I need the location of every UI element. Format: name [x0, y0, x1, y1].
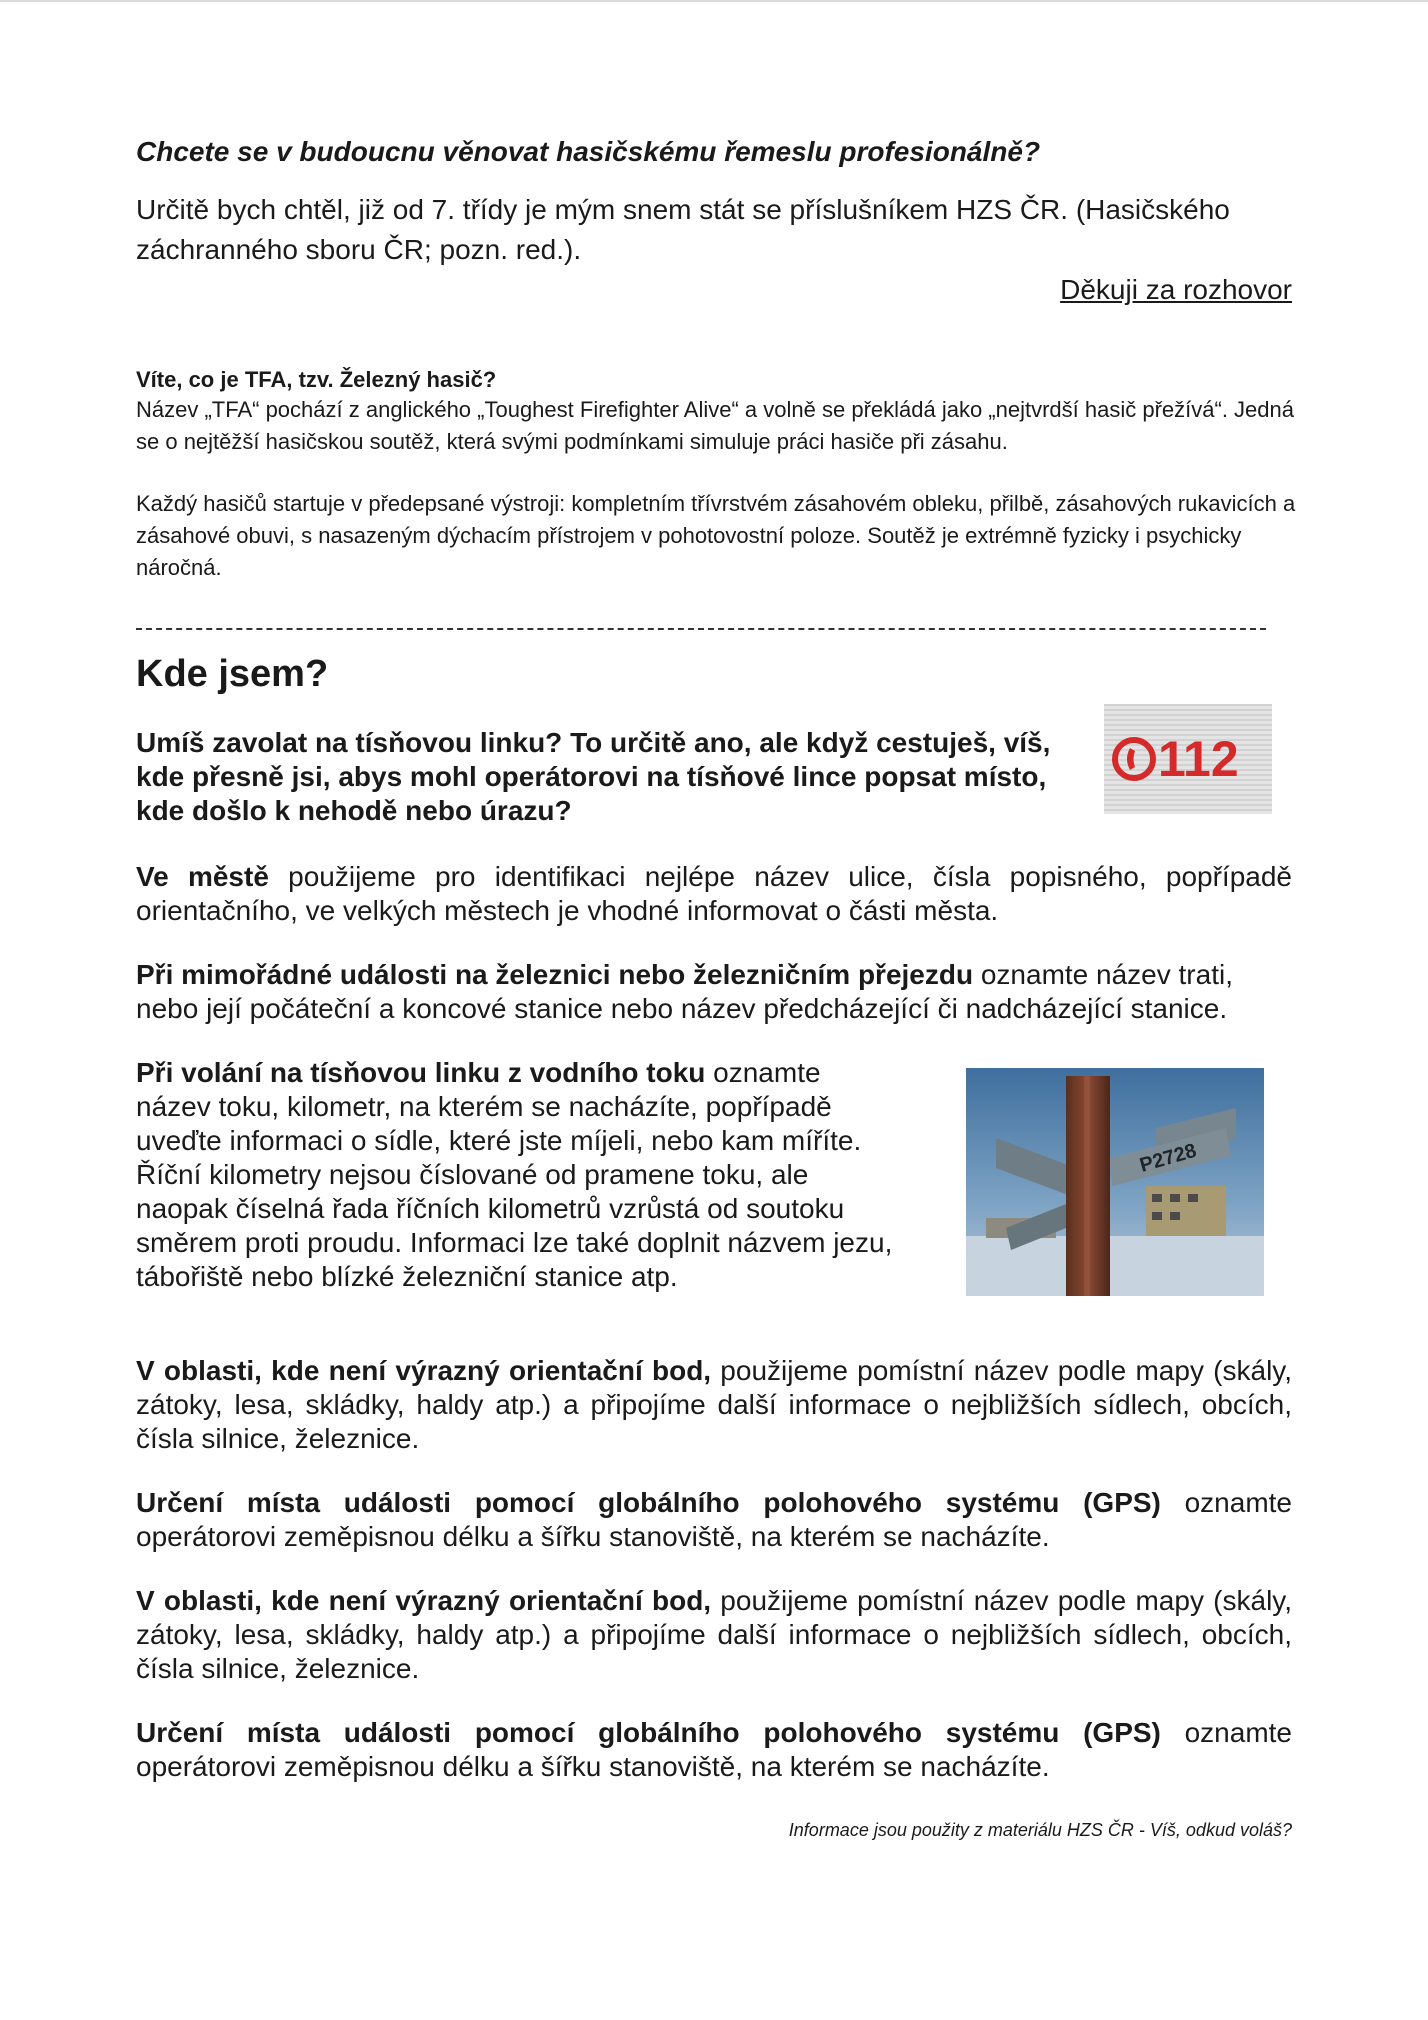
paragraph-voda-text: oznamte název toku, kilometr, na kterém se nacházíte, popřípadě uveďte informaci o sídle, které jste míjeli, nebo kam míříte. Říční kilometry nejsou číslované od pramene toku, ale naopak číselná řada říčních kilometrů vzrůstá od soutoku směrem proti proudu. Informaci lze také doplnit názvem jezu, tábořiště nebo blízké železniční stanice atp.: [136, 1057, 893, 1292]
paragraph-voda-bold: Při volání na tísňovou linku z vodního toku: [136, 1057, 706, 1088]
river-kilometer-post-photo: [966, 1068, 1264, 1296]
emergency-112-image: [1104, 704, 1272, 814]
paragraph-oblast-1-text: použijeme pomístní název podle mapy (skály, zátoky, lesa, skládky, haldy atp.) a připojíme další informace o nejbližších sídlech, obcích, čísla silnice, železnice.: [136, 1355, 1292, 1454]
tfa-paragraph-2: Každý hasičů startuje v předepsané výstroji: kompletním třívrstvém zásahovém obleku, přilbě, zásahových rukavicích a zásahové obuvi, s nasazeným dýchacím přístrojem v pohotovostní poloze. Soutěž je extrémně fyzicky i psychicky náročná.: [136, 491, 1296, 580]
paragraph-gps-2: [136, 1716, 1292, 1784]
paragraph-zeleznice-bold: Při mimořádné události na železnici nebo železničním přejezdu: [136, 959, 974, 990]
paragraph-gps-2-bold: Určení místa události pomocí globálního polohového systému (GPS): [136, 1717, 1161, 1748]
tfa-paragraph-1: Název „TFA“ pochází z anglického „Toughest Firefighter Alive“ a volně se překládá jako „nejtvrdší hasič přežívá“. Jedná se o nejtěžší hasičskou soutěž, která svými podmínkami simuluje práci hasiče při zásahu.: [136, 397, 1294, 454]
paragraph-oblast-2-text: použijeme pomístní název podle mapy (skály, zátoky, lesa, skládky, haldy atp.) a připojíme další informace o nejbližších sídlech, obcích, čísla silnice, železnice.: [136, 1585, 1292, 1684]
interview-thanks: Děkuji za rozhovor: [1060, 274, 1292, 305]
emergency-number: 112: [1158, 731, 1239, 787]
paragraph-voda: [136, 1056, 896, 1294]
paragraph-gps-1-bold: Určení místa události pomocí globálního polohového systému (GPS): [136, 1487, 1161, 1518]
paragraph-mesto-text: použijeme pro identifikaci nejlépe název ulice, čísla popisného, popřípadě orientačního, ve velkých městech je vhodné informovat o části města.: [136, 861, 1292, 926]
section-heading: Kde jsem?: [136, 653, 329, 695]
paragraph-oblast-2: [136, 1584, 1292, 1686]
phone-112-icon: [1104, 704, 1272, 814]
post-sign-text: P2728: [1137, 1139, 1199, 1177]
page-top-border: [0, 0, 1428, 2]
interview-question: Chcete se v budoucnu věnovat hasičskému řemeslu profesionálně?: [136, 136, 1041, 167]
source-credit: Informace jsou použity z materiálu HZS ČR - Víš, odkud voláš?: [788, 1820, 1292, 1840]
paragraph-oblast-1: [136, 1354, 1292, 1456]
paragraph-oblast-2-bold: V oblasti, kde není výrazný orientační bod,: [136, 1585, 712, 1616]
paragraph-zeleznice-text: oznamte název trati, nebo její počáteční a koncové stanice nebo název předcházející či nadcházející stanice.: [136, 959, 1233, 1024]
paragraph-gps-2-text: oznamte operátorovi zeměpisnou délku a šířku stanoviště, na kterém se nacházíte.: [136, 1717, 1292, 1782]
paragraph-gps-1: [136, 1486, 1292, 1554]
paragraph-mesto-bold: Ve městě: [136, 861, 269, 892]
interview-answer: Určitě bych chtěl, již od 7. třídy je mým snem stát se příslušníkem HZS ČR. (Hasičského záchranného sboru ČR; pozn. red.).: [136, 194, 1230, 265]
paragraph-mesto: [136, 860, 1292, 928]
tfa-title: Víte, co je TFA, tzv. Železný hasič?: [136, 367, 497, 392]
paragraph-gps-1-text: oznamte operátorovi zeměpisnou délku a šířku stanoviště, na kterém se nacházíte.: [136, 1487, 1292, 1552]
paragraph-zeleznice: [136, 958, 1292, 1026]
signpost-image: [966, 1068, 1264, 1296]
section-intro: Umíš zavolat na tísňovou linku? To určitě ano, ale když cestuješ, víš, kde přesně jsi, abys mohl operátorovi na tísňové lince popsat místo, kde došlo k nehodě nebo úrazu?: [136, 727, 1051, 826]
section-divider: [136, 628, 1266, 630]
paragraph-oblast-1-bold: V oblasti, kde není výrazný orientační bod,: [136, 1355, 712, 1386]
